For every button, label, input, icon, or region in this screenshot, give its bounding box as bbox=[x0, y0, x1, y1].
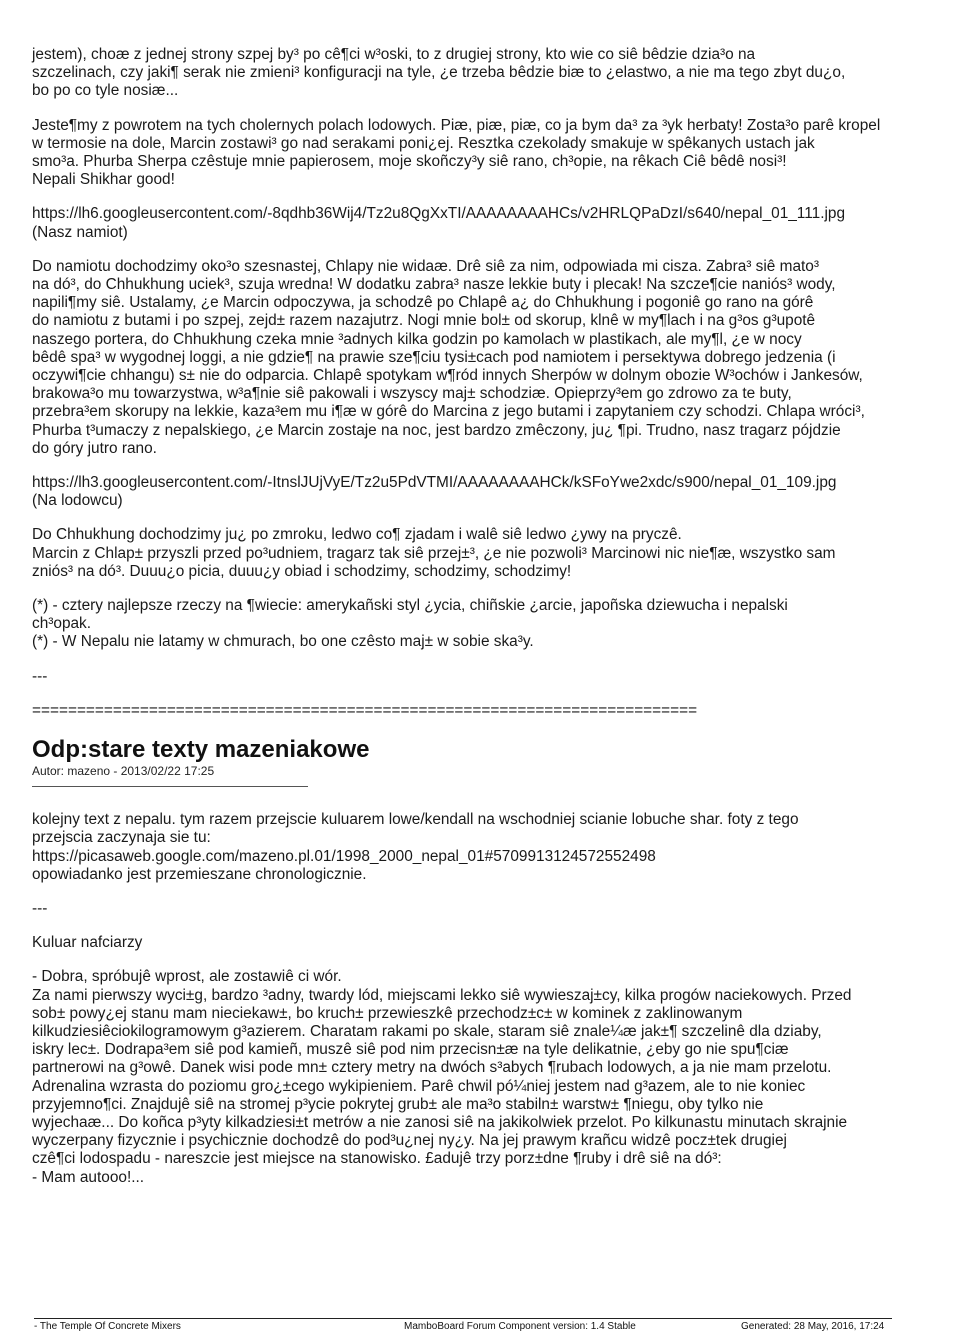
text-line: Adrenalina wzrasta do poziomu gro¿±cego wykipieniem. Parê chwil pó¼niej jestem nad g³azem, ale to nie koniec bbox=[32, 1077, 806, 1095]
text-line: Kuluar nafciarzy bbox=[32, 934, 143, 952]
text-line: (*) - cztery najlepsze rzeczy na ¶wiecie: amerykañski styl ¿ycia, chiñskie ¿arcie, japoñska dziewucha i nepalski bbox=[32, 597, 788, 615]
text-line: kolejny text z nepalu. tym razem przejscie kuluarem lowe/kendall na wschodniej scianie lobuche shar. foty z tego bbox=[32, 811, 799, 829]
text-line[interactable]: https://lh6.googleusercontent.com/-8qdhb36Wij4/Tz2u8QgXxTI/AAAAAAAAHCs/v2HRLQPaDzI/s640/nepal_01_111.jpg bbox=[32, 205, 846, 223]
text-line: przejscia zaczynaja sie tu: bbox=[32, 829, 211, 847]
post-body bbox=[32, 811, 960, 1187]
text-line: jestem), choæ z jednej strony szpej by³ po cê¶ci w³oski, to z drugiej strony, kto wie co siê bêdzie dzia³o na bbox=[32, 46, 756, 63]
paragraph bbox=[32, 597, 960, 652]
text-line: ========================================================================== bbox=[32, 701, 698, 719]
text-line[interactable]: https://picasaweb.google.com/mazeno.pl.01/1998_2000_nepal_01#5709913124572552498 bbox=[32, 847, 656, 865]
paragraph bbox=[32, 117, 960, 190]
text-line: Marcin z Chlap± przyszli przed po³udniem, tragarz tak siê przej±³, ¿e nie pozwoli³ Marcinowi nic nie¶æ, wszystko sam bbox=[32, 544, 836, 562]
text-line: bo po co tyle nosiæ... bbox=[32, 82, 179, 100]
text-line: przebra³em skorupy na lekkie, kaza³em mu i¶æ w górê do Marcina z jego butami i zapytaniem czy schodzi. Chlapa wróci³, bbox=[32, 403, 865, 421]
paragraph bbox=[32, 668, 960, 686]
post-divider bbox=[32, 786, 308, 787]
text-line: na dó³, do Chhukhung uciek³, szuja wredna! W dodatku zabra³ nasze lekkie buty i plecak! Na szcze¶cie naniós³ wody, bbox=[32, 276, 836, 294]
text-line: bêdê spa³ w wygodnej loggi, a nie gdzie¶ na prawie sze¶ciu tysi±cach pod namiotem i persektywa dobrego jedzenia (i bbox=[32, 348, 836, 366]
page-footer bbox=[34, 1318, 892, 1332]
post-title: Odp:stare texty mazeniakowe bbox=[32, 736, 370, 764]
paragraph bbox=[32, 900, 960, 918]
text-line: oczywi¶cie chhangu) s± nie do odparcia. Chlapê spotykam w¶ród innych Sherpów w dolnym obozie W³ochów i Jankesów, bbox=[32, 367, 863, 385]
text-line: Za nami pierwszy wyci±g, bardzo ³adny, twardy lód, miejscami lekko siê wywieszaj±cy, kilka progów naciekowych. Przed bbox=[32, 986, 852, 1004]
text-line: opowiadanko jest przemieszane chronologicznie. bbox=[32, 865, 367, 883]
text-line: partnerowi na g³owê. Danek wisi pode mn± cztery metry na dwóch s³abych ¶rubach lodowych, a ja nie mam przelotu. bbox=[32, 1059, 832, 1077]
paragraph bbox=[32, 968, 960, 1186]
post-body-previous bbox=[32, 46, 960, 720]
text-line: zniós³ na dó³. Duuu¿o picia, duuu¿y obiad i schodzimy, schodzimy, schodzimy! bbox=[32, 562, 572, 580]
text-line: Nepali Shikhar good! bbox=[32, 171, 175, 189]
document-page bbox=[32, 46, 960, 1203]
text-line: czê¶ci lodospadu - nareszcie jest miejsce na stanowisko. £adujê trzy porz±dne ¶ruby i drê siê na dó³: bbox=[32, 1150, 722, 1168]
post-author-meta: Autor: mazeno - 2013/02/22 17:25 bbox=[32, 764, 215, 779]
text-line: przyjemno¶ci. Znajdujê siê na stromej p³ycie pokrytej grub± ale ma³o stabiln± warstw± ¶niegu, oby tylko nie bbox=[32, 1095, 764, 1113]
paragraph bbox=[32, 526, 960, 581]
text-line: do namiotu z butami i po szpej, zejd± razem nazajutrz. Nogi mnie bol± od skorup, klnê w my¶lach i na g³os g³upotê bbox=[32, 312, 816, 330]
text-line[interactable]: https://lh3.googleusercontent.com/-ItnslJUjVyE/Tz2u5PdVTMI/AAAAAAAAHCk/kSFoYwe2xdc/s900/nepal_01_109.jpg bbox=[32, 474, 837, 492]
paragraph bbox=[32, 934, 960, 952]
footer-component-version: MamboBoard Forum Component version: 1.4 Stable bbox=[404, 1321, 636, 1332]
text-line: Jeste¶my z powrotem na tych cholernych polach lodowych. Piæ, piæ, piæ, co ja bym da³ za ³yk herbaty! Zosta³o parê kropel bbox=[32, 116, 881, 134]
text-line: ch³opak. bbox=[32, 615, 92, 633]
text-line: sob± powy¿ej stanu mam nieciekaw±, bo kruch± przewieszkê przechodz±c± w kominek z zaklinowanym bbox=[32, 1004, 743, 1022]
text-line: wyjechaæ... Do koñca p³yty kilkadziesi±t metrów a nie zanosi siê na jakikolwiek przelot. Po kilkunastu minutach skrajnie bbox=[32, 1113, 848, 1131]
text-line: brakowa³o mu towarzystwa, w³a¶nie siê pakowali i wszyscy maj± schodziæ. Opieprzy³em go zdrowo za te buty, bbox=[32, 385, 792, 403]
text-line: - Mam autooo!... bbox=[32, 1168, 145, 1186]
text-line: kilkudziesiêciokilogramowym g³azierem. Charatam rakami po skale, staram siê znale¼æ jak±¶ szczelinê dla dziaby, bbox=[32, 1022, 822, 1040]
text-line: napili¶my siê. Ustalamy, ¿e Marcin odpoczywa, ja schodzê po Chlapê a¿ do Chhukhung i pogoniê go rano na górê bbox=[32, 294, 814, 312]
paragraph bbox=[32, 702, 960, 720]
text-line: (Nasz namiot) bbox=[32, 223, 128, 241]
text-line: w termosie na dole, Marcin zostawi³ go nad serakami poni¿ej. Resztka czekolady smakuje w spêkanych ustach jak bbox=[32, 134, 815, 152]
footer-site-name: - The Temple Of Concrete Mixers bbox=[34, 1321, 181, 1332]
paragraph bbox=[32, 474, 960, 510]
text-line: Phurba t³umaczy z nepalskiego, ¿e Marcin zostaje na noc, jest bardzo zmêczony, ju¿ ¶pi. Trudno, nasz tragarz pójdzie bbox=[32, 421, 841, 439]
text-line: szczelinach, czy jaki¶ serak nie zmieni³ konfiguracji na tyle, ¿e trzeba bêdzie biæ to ¿elastwo, a nie ma tego zbyt du¿o, bbox=[32, 64, 846, 82]
text-line: (*) - W Nepalu nie latamy w chmurach, bo one czêsto maj± w sobie ska³y. bbox=[32, 633, 534, 651]
text-line: wyczerpany fizycznie i psychicznie dochodzê do pod³u¿nej ny¿y. Na jej prawym krañcu widzê pocz±tek drugiej bbox=[32, 1132, 787, 1150]
text-line: iskry lec±. Dodrapa³em siê pod kamieñ, muszê siê pod nim przecisn±æ na tyle delikatnie, ¿eby go nie spu¶ciæ bbox=[32, 1041, 789, 1059]
text-line: - Dobra, spróbujê wprost, ale zostawiê ci wór. bbox=[32, 968, 342, 986]
paragraph bbox=[32, 46, 960, 101]
text-line: --- bbox=[32, 667, 48, 685]
paragraph bbox=[32, 205, 960, 241]
text-line: naszego portera, do Chhukhung czeka mnie ³adnych kilka godzin po kamolach w plastikach, ale my¶l, ¿e w nocy bbox=[32, 330, 802, 348]
text-line: do góry jutro rano. bbox=[32, 439, 157, 457]
text-line: (Na lodowcu) bbox=[32, 492, 123, 510]
paragraph bbox=[32, 811, 960, 884]
text-line: Do Chhukhung dochodzimy ju¿ po zmroku, ledwo co¶ zjadam i walê siê ledwo ¿ywy na pryczê. bbox=[32, 526, 682, 544]
text-line: --- bbox=[32, 899, 48, 917]
footer-generated-date: Generated: 28 May, 2016, 17:24 bbox=[741, 1321, 885, 1332]
text-line: Do namiotu dochodzimy oko³o szesnastej, Chlapy nie widaæ. Drê siê za nim, odpowiada mi cisza. Zabra³ siê mato³ bbox=[32, 257, 819, 275]
paragraph bbox=[32, 258, 960, 458]
text-line: smo³a. Phurba Sherpa czêstuje mnie papierosem, moje skoñczy³y siê rano, ch³opie, na rêkach Ciê bêdê nosi³! bbox=[32, 153, 787, 171]
